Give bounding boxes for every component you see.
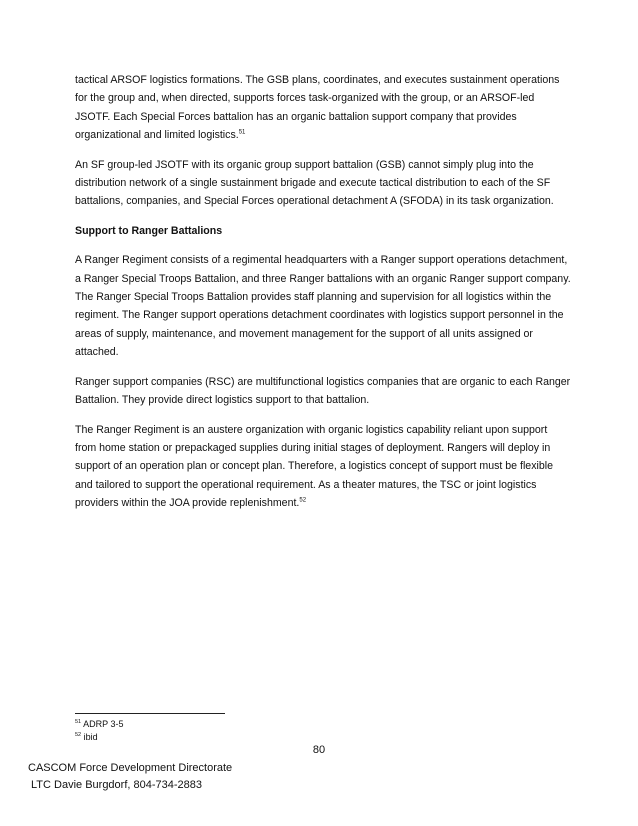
footnote-52: $^{52}$ ibid bbox=[75, 732, 98, 742]
paragraph-ranger-support-companies: Ranger support companies (RSC) are multifunctional logistics companies that are organic to each Ranger Battalion. They provide direct logistics support to that battalion. bbox=[75, 375, 571, 407]
paragraph-sf-jsotf: An SF group-led JSOTF with its organic group support battalion (GSB) cannot simply plug into the distribution network of a single sustainment brigade and execute tactical distribution to each of the SF battalions, companies, and Special Forces operational detachment A (SFODA) in its task organization. bbox=[75, 158, 554, 208]
footnote-ref-52: 52 bbox=[299, 497, 307, 504]
page-footer bbox=[28, 760, 232, 794]
body-text bbox=[75, 71, 571, 524]
footer-contact: LTC Davie Burgdorf, 804-734-2883 bbox=[31, 779, 203, 791]
footnote-separator bbox=[75, 713, 225, 714]
paragraph-ranger-regiment: A Ranger Regiment consists of a regimental headquarters with a Ranger support operations detachment, a Ranger Special Troops Battalion, and three Ranger battalions with an organic Ranger support company. The Ranger Special Troops Battalion provides staff planning and supervision for all logistics within the regiment. The Ranger support operations detachment coordinates with logistics support personnel in the areas of supply, maintenance, and movement management for the support of all units assigned or attached. bbox=[75, 254, 571, 359]
section-heading: Support to Ranger Battalions bbox=[75, 224, 223, 237]
footnote-51: $^{51}$ ADRP 3-5 bbox=[75, 719, 124, 729]
page-number: 80 bbox=[312, 744, 326, 756]
footnotes bbox=[75, 718, 124, 744]
paragraph-arsof-logistics: tactical ARSOF logistics formations. The GSB plans, coordinates, and executes sustainment operations for the group and, when directed, supports forces task-organized with the group, or an ARSOF-led JSOTF. Each Special Forces battalion has an organic battalion support company that provides organizational and limited logistics.$^{51}$ bbox=[75, 74, 560, 142]
footnote-ref-51: 51 bbox=[238, 129, 246, 136]
footer-organization: CASCOM Force Development Directorate bbox=[28, 762, 233, 774]
paragraph-austere-organization: The Ranger Regiment is an austere organization with organic logistics capability reliant upon support from home station or prepackaged supplies during initial stages of deployment. Rangers will deploy in support of an operation plan or concept plan. Therefore, a logistics concept of support must be flexible and tailored to support the operational requirement. As a theater matures, the TSC or joint logistics providers within the JOA provide replenishment.$^{52}$ bbox=[75, 423, 553, 510]
